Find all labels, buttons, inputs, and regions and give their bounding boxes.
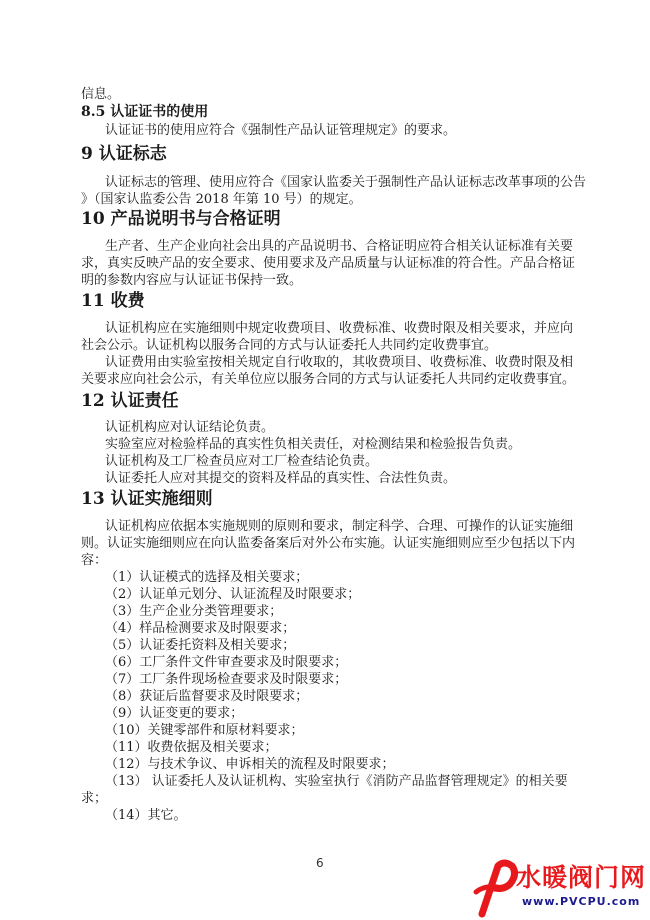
section-heading-10: 10 产品说明书与合格证明: [81, 209, 281, 229]
page-number: 6: [316, 856, 324, 870]
section-heading-12: 12 认证责任: [81, 391, 179, 411]
text-line: 关要求应向社会公示，有关单位应以服务合同的方式与认证委托人共同约定收费事宜。: [81, 372, 576, 387]
list-item: （12）与技术争议、申诉相关的流程及时限要求；: [105, 757, 395, 772]
list-item: （5）认证委托资料及相关要求；: [105, 638, 296, 653]
list-item: （13） 认证委托人及认证机构、实验室执行《消防产品监督管理规定》的相关要: [105, 774, 568, 789]
text-line: 认证标志的管理、使用应符合《国家认监委关于强制性产品认证标志改革事项的公告: [105, 175, 587, 190]
text-line: 明的参数内容应与认证证书保持一致。: [81, 273, 303, 288]
text-line: 容：: [81, 553, 108, 568]
list-item: （8）获证后监督要求及时限要求；: [105, 689, 309, 704]
site-watermark: [470, 856, 650, 920]
list-item: （3）生产企业分类管理要求；: [105, 604, 283, 619]
list-item: （6）工厂条件文件审查要求及时限要求；: [105, 655, 348, 670]
text-line: 实验室应对检验样品的真实性负相关责任，对检测结果和检验报告负责。: [105, 437, 522, 452]
section-heading-13: 13 认证实施细则: [81, 489, 213, 509]
text-line: 生产者、生产企业向社会出具的产品说明书、合格证明应符合相关认证标准有关要: [105, 239, 574, 254]
list-item: （11）收费依据及相关要求；: [105, 740, 278, 755]
list-item: （14）其它。: [105, 808, 187, 823]
text-line: 则。认证实施细则应在向认监委备案后对外公布实施。认证实施细则应至少包括以下内: [81, 536, 576, 551]
text-line: 认证委托人应对其提交的资料及样品的真实性、合法性负责。: [105, 471, 457, 486]
text-line: 认证机构应在实施细则中规定收费项目、收费标准、收费时限及相关要求，并应向: [105, 321, 574, 336]
text-line: 求，真实反映产品的安全要求、使用要求及产品质量与认证标准的符合性。产品合格证: [81, 256, 576, 271]
section-heading-9: 9 认证标志: [81, 144, 167, 164]
text-line: 认证机构应依据本实施规则的原则和要求，制定科学、合理、可操作的认证实施细: [105, 519, 574, 534]
list-item: （7）工厂条件现场检查要求及时限要求；: [105, 672, 348, 687]
list-item: （4）样品检测要求及时限要求；: [105, 621, 296, 636]
site-logo-text: 水暖阀门网: [516, 863, 647, 892]
text-line: 社会公示。认证机构以服务合同的方式与认证委托人共同约定收费事宜。: [81, 338, 498, 353]
text-line: 认证证书的使用应符合《强制性产品认证管理规定》的要求。: [105, 123, 457, 138]
text-line: 认证费用由实验室按相关规定自行收取的，其收费项目、收费标准、收费时限及相: [105, 355, 574, 370]
text-line: 信息。: [81, 87, 121, 102]
text-line: 》（国家认监委公告 2018 年第 10 号）的规定。: [81, 192, 362, 207]
text-line: 认证机构及工厂检查员应对工厂检查结论负责。: [105, 454, 379, 469]
section-heading-11: 11 收费: [81, 291, 145, 311]
site-url: www.PVCPU.com: [522, 895, 641, 908]
list-item: （9）认证变更的要求；: [105, 706, 244, 721]
logo-mark-icon: [472, 858, 520, 918]
list-item: （1）认证模式的选择及相关要求；: [105, 570, 309, 585]
list-item: （10）关键零部件和原材料要求；: [105, 723, 304, 738]
list-item: （2）认证单元划分、认证流程及时限要求；: [105, 587, 361, 602]
section-heading-8-5: 8.5 认证证书的使用: [81, 104, 209, 120]
text-line: 认证机构应对认证结论负责。: [105, 420, 275, 435]
list-item-continuation: 求；: [81, 791, 108, 806]
